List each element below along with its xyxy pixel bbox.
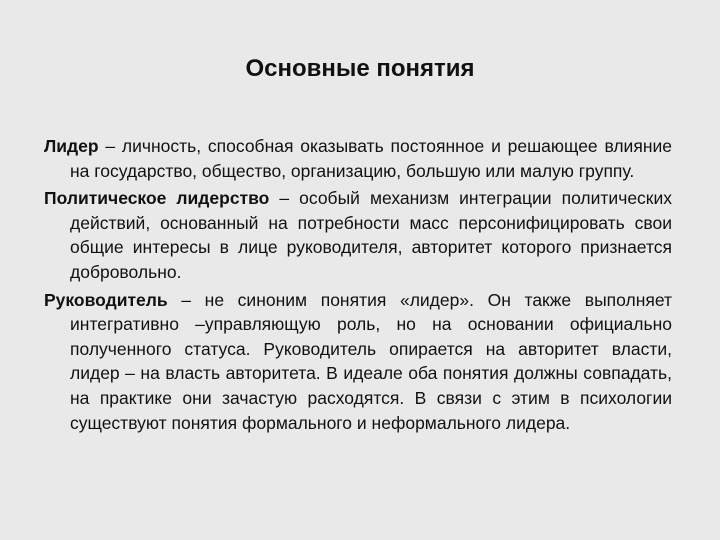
term-political-leadership: Политическое лидерство (44, 188, 270, 209)
definition-political-leadership (44, 186, 672, 284)
definition-political-leadership-text: – особый механизм интеграции политических действий, основанный на потребности масс персонифицировать свои общие интересы в лице руководителя, авторитет которого признается добровольно. (70, 188, 672, 282)
definition-manager (44, 288, 672, 436)
definition-leader-text: – личность, способная оказывать постоянное и решающее влияние на государство, общество, организацию, большую или малую группу. (70, 136, 672, 181)
definition-leader (44, 134, 672, 183)
definitions-list (44, 134, 672, 438)
slide-title: Основные понятия (245, 55, 475, 82)
definition-manager-text: – не синоним понятия «лидер». Он также выполняет интегративно –управляющую роль, но на основании официально полученного статуса. Руководитель опирается на авторитет власти, лидер – на власть авторитета. В идеале оба понятия должны совпадать, на практике они зачастую расходятся. В связи с этим в психологии существуют понятия формального и неформального лидера. (70, 289, 672, 433)
term-manager: Руководитель (44, 289, 168, 310)
term-leader: Лидер (44, 136, 99, 156)
